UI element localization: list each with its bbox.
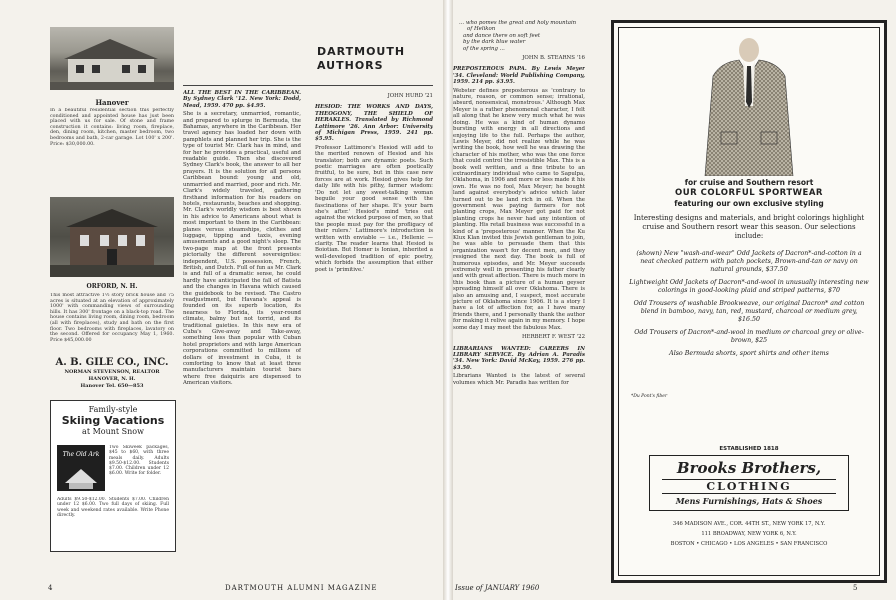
right-footer: Issue of JANUARY 1960 xyxy=(455,584,540,592)
inn-logo xyxy=(57,445,105,491)
jacket-illustration xyxy=(699,36,799,176)
review3-title: PREPOSTEROUS PAPA. By Lewis Meyer '34. Cleveland: World Publishing Company, 1959. 214 pp. $3.95. xyxy=(453,66,585,86)
realtor-block xyxy=(50,357,174,390)
review3-sig: HERBERT F. WEST '22 xyxy=(521,334,585,341)
ad-established: ESTABLISHED 1818 xyxy=(719,446,779,452)
poem-sig: JOHN B. STEARNS '16 xyxy=(522,55,585,62)
ad-item: Odd Trousers of Dacron*-and-wool in medium or charcoal grey or olive-brown, $25 xyxy=(634,329,864,344)
brand-name: Brooks Brothers, xyxy=(676,459,822,477)
ski-ad-body: Adults $9.50-$12.00. Students $7.00. Children under 12 $6.00. Two full days of skiing. Full week and weekend rates available. Write Phone directly. xyxy=(57,497,169,518)
left-footer: DARTMOUTH ALUMNI MAGAZINE xyxy=(225,584,378,592)
review1-text: She is a secretary, unmarried, romantic, and prepared to splurge in Bermuda, the Bahamas, anywhere in the Caribbean. Her travel agency has loaded her down with pamphlets and planned her trip. She is the type of tourist Mr. Clark has in mind, and for her he provides a practical, useful and readable guide. Then she discovered Sydney Clark's book, the answer to all her prayers. It is the solution for all persons Caribbean bound: young and old, unmarried and married, poor and rich. Mr. Clark's widely traveled, gathering firsthand information for his readers on hotels, restaurants, beaches and shopping. Mr. Clark's worldly wisdom is best shown in his advice to Americans about what is most important to them in the Caribbean: planes versus steamships, clothes and luggage, tipping and taxis, evening amusements and a good night's sleep. The two-page map at the front presents pictorially the different sovereignties: independent, U.S. possession, French, British, and Dutch. Full of fun as Mr. Clark is and full of a dramatic sense, he could hardly have anticipated the fall of Batista and the changes in Havana which caused the guidebook to be revised. The Castro readjustment, but Havana's appeal is founded on its superb location, its nearness to Florida, its year-round climate, balmy but not torrid, and its traditional gaieties. In this new era of Cuba's Give-away and Take-away, something less than popular with Cuban hotel proprietors and with large American corporations committed to millions of dollars of investment in Cuba, it is comforting to know that at least three manufacturers maintain tourist bars where free daiquiris are dispensed to American visitors. xyxy=(183,111,301,387)
ad-items xyxy=(629,250,869,358)
ad-headline: OUR COLORFUL SPORTWEAR xyxy=(675,188,823,198)
ski-ad-text: Two Skiweek packages, $45 to $60, with three meals daily. Adults $9.50-$12.00. Students $7.00. Children under 12 $6.00. Write for folder. xyxy=(109,445,169,477)
listing1-text: In a beautiful residential section this perfectly conditioned and appointed house has just been placed with us for sale. Of stone and frame construction it contains: living room, fireplace, den, dining room, kitchen, master bedroom, two bedrooms and bath, 2-car garage. Lot 100' x 200'. Price: $30,000.00. xyxy=(50,108,174,147)
ad-kicker: for cruise and Southern resort xyxy=(684,178,814,187)
ad-intro: Interesting designs and materials, and bright colorings highlight cruise and Southern resort wear this season. Our selections include: xyxy=(633,214,865,240)
review-column-2 xyxy=(315,90,433,580)
review3-text: Webster defines preposterous as 'contrary to nature, reason, or common sense; irrational, absurd, nonsensical, monstrous.' Although Max Meyer is a rather phenomenal character, I felt all along that he knew very much what he was doing. He was a kind of human dynamo bursting with energy in all directions and enjoying life to the full. Perhaps the author, Lewis Meyer, did not realize while he was writing the book, how well he was drawing the character of his mother, who was the one force that could control the irresistible Max. This is a book well written, and a fine tribute to an extraordinary individual who came to Sapulpa, Oklahoma, in 1906 and more or less made it his own. He was no fool, Max Meyer; he bought land against everybody's advice which later turned out to be land rich in oil. When the government was paying farmers for not planting crops, Max Meyer got paid for not planting crops he never had any intention of planting. His retail business was successful in a kind of a 'preposterous' manner. When the Ku Klux Klan invited this Jewish gentleman to join, he was able to persuade them that this organization wasn't for decent men, and they resigned the next day. The book is full of humorous episodes, and Mr. Meyer succeeds extremely well in presenting his father clearly and with great affection. There is much more in this book than a picture of a human geyser spreading himself all over Oklahoma. There is also an amusing and, I suspect, most accurate picture of Oklahoma since 1906. It is a story I have a lot of affection for, as I have many friends there, and I personally thank the author for making it relive again in my memory. I hope some day I may meet the fabulous Max. xyxy=(453,87,585,331)
right-page xyxy=(453,0,896,600)
review2-text: Professor Lattimore's Hesiod will add to the merited renown of Hesiod and his translator; both are dynamic poets. Such poetic marriages are often poetically fruitful, to be sure, but in this case new forces are at work. Hesiod gives help for daily life with his pithy, farmer wisdom: 'Do not let any sweet-talking woman beguile your good sense with the fascinations of her shape. It's your barn she's after.' Hesiod's mind 'tries out against the wicked purpose of men, so that the people must pay for the profligacy of their rulers.' Lattimore's introduction is written with enviable — i.e., Hellenic — clarity. The reader learns that Hesiod is Boiotian. But Homer is Ionian, inherited a well-developed tradition of epic poetry, which forbids the assumption that either poet is 'primitive.' xyxy=(315,144,433,273)
right-page-number: 5 xyxy=(853,584,859,592)
section-heading-line1: DARTMOUTH xyxy=(317,45,406,58)
ski-ad-line2: Skiing Vacations xyxy=(61,414,165,427)
listing2-heading: ORFORD, N. H. xyxy=(86,283,138,290)
orford-house-photo xyxy=(50,197,174,277)
listing2-text: This most attractive 1½ story brick house and 75 acres is situated at an elevation of approximately 1000' with commanding views of surrounding hills. It has 300' frontage on a black-top road. The house contains living room, dining room, bedroom (all with fireplaces), study and bath on the first floor. Two bedrooms with fireplaces, lavatory on the second. Offered for occupancy May 1, 1960. Price $45,000.00 xyxy=(50,293,174,343)
ad-footnote: *Du Pont's fiber xyxy=(631,394,668,399)
realtor-name: A. B. GILE CO., INC. xyxy=(55,357,169,368)
brand-clothing: CLOTHING xyxy=(662,479,836,494)
poem xyxy=(459,20,585,52)
left-page xyxy=(0,0,443,600)
inn-name: The Old Ark xyxy=(62,451,100,458)
poem-line: by the dark blue water xyxy=(463,39,526,46)
review4-title: LIBRARIANS WANTED: CAREERS IN LIBRARY SERVICE. By Adrian A. Paradis '34. New York: David McKay, 1959. 276 pp. $3.50. xyxy=(453,345,585,371)
ad-item: Odd Trousers of washable Brookweave, our original Dacron* and cotton blend in bamboo, navy, tan, red, mustard, charcoal or medium grey, $16.50 xyxy=(633,300,865,323)
review2-title: HESIOD: THE WORKS AND DAYS, THEOGONY, THE SHIELD OF HERAKLES. Translated by Richmond Lattimore '26. Ann Arbor: University of Michigan Press, 1959. 241 pp. $5.95. xyxy=(315,104,433,143)
review1-sig: JOHN HURD '21 xyxy=(387,93,433,99)
heading-rule xyxy=(183,85,433,86)
review1-title: ALL THE BEST IN THE CARIBBEAN. By Sydney Clark '12. New York: Dodd, Mead, 1959. 470 pp. $4.95. xyxy=(183,90,301,109)
ski-ad-line3: at Mount Snow xyxy=(82,427,144,436)
listing1-heading: Hanover xyxy=(95,98,129,107)
realtor-line3: HANOVER, N. H. xyxy=(88,376,136,382)
ad-subhead: featuring our own exclusive styling xyxy=(674,199,824,208)
review4-text: Librarians Wanted is the latest of several volumes which Mr. Paradis has written for xyxy=(453,373,585,386)
brooks-brothers-logo xyxy=(649,455,849,511)
ad-item: Also Bermuda shorts, sport shirts and other items xyxy=(669,350,829,357)
poem-line: of the spring ... xyxy=(463,45,505,52)
realtor-phone: Hanover Tel. 650—853 xyxy=(80,383,144,389)
brooks-brothers-ad xyxy=(611,20,887,583)
poem-line: and dance there on soft feet xyxy=(463,32,541,39)
ad-cities: BOSTON • CHICAGO • LOS ANGELES • SAN FRANCISCO xyxy=(670,541,828,547)
ad-item: Lightweight Odd Jackets of Dacron*-and-wool in unusually interesting new colorings in good-looking plaid and striped patterns, $70 xyxy=(629,279,869,294)
poem-line: ... who pomes the great and holy mountain xyxy=(459,20,577,26)
section-heading-line2: AUTHORS xyxy=(317,59,384,72)
hanover-house-photo xyxy=(50,27,174,90)
ad-inner-border xyxy=(618,27,880,576)
gutter xyxy=(443,0,453,600)
ski-ad-line1: Family-style xyxy=(88,405,138,414)
poem-line: of Helikon xyxy=(467,26,496,33)
review-column-1 xyxy=(183,90,301,580)
ski-vacation-ad xyxy=(50,400,176,552)
review-column-3 xyxy=(453,20,585,580)
brand-tagline: Mens Furnishings, Hats & Shoes xyxy=(675,496,823,506)
ad-address1: 346 MADISON AVE., COR. 44TH ST., NEW YORK 17, N.Y. xyxy=(672,521,826,527)
ad-item: (shown) New "wash-and-wear" Odd Jackets of Dacron*-and-cotton in a neat checked pattern with patch pockets, Brown-and-tan or navy on natural grounds, $37.50 xyxy=(636,250,862,273)
section-heading xyxy=(317,45,405,73)
left-page-number: 4 xyxy=(48,584,54,592)
ad-address2: 111 BROADWAY, NEW YORK 6, N.Y. xyxy=(701,531,797,537)
realtor-line2: NORMAN STEVENSON, REALTOR xyxy=(64,369,160,375)
